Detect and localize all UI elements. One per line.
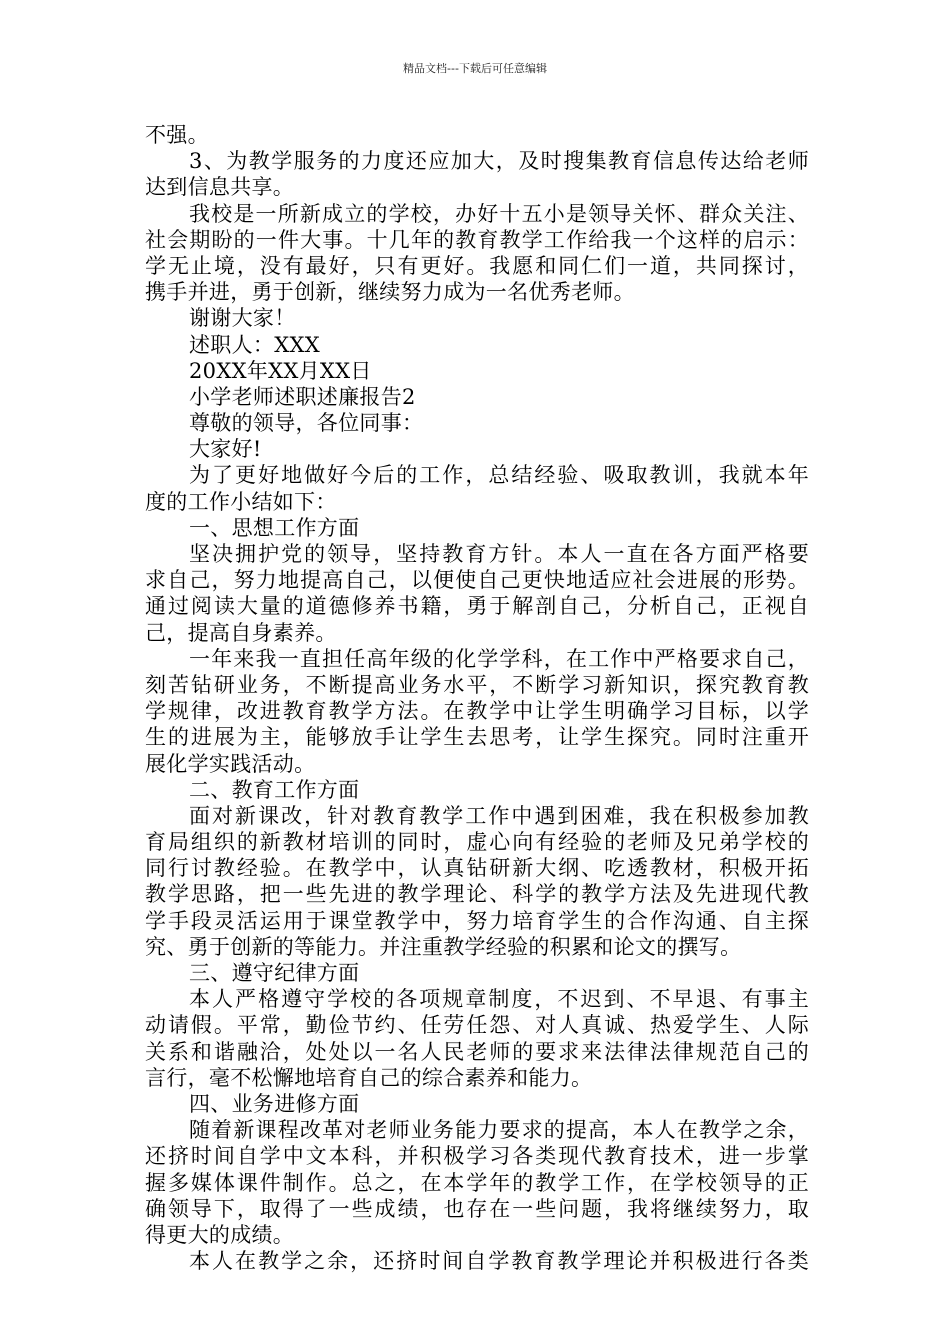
text-line: 本人严格遵守学校的各项规章制度，不迟到、不早退、有事主 [189,987,809,1012]
text-line: 一年来我一直担任高年级的化学学科，在工作中严格要求自己， [189,646,809,671]
text-line: 20XX年XX月XX日 [189,358,372,383]
text-line: 我校是一所新成立的学校，办好十五小是领导关怀、群众关注、 [189,201,809,226]
text-line: 究、勇于创新的等能力。并注重教学经验的积累和论文的撰写。 [145,934,742,959]
text-line: 小学老师述职述廉报告2 [189,384,416,409]
text-line: 为了更好地做好今后的工作，总结经验、吸取教训，我就本年 [189,463,809,488]
text-line: 三、遵守纪律方面 [189,961,360,985]
text-line: 展化学实践活动。 [145,751,316,776]
text-line: 不强。 [145,123,209,147]
text-line: 动请假。平常，勤俭节约、任劳任怨、对人真诚、热爱学生、人际 [145,1013,809,1038]
text-line: 言行，毫不松懈地培育自己的综合素养和能力。 [145,1065,593,1090]
text-line: 面对新课改，针对教育教学工作中遇到困难，我在积极参加教 [189,803,809,828]
text-line: 随着新课程改革对老师业务能力要求的提高，本人在教学之余， [189,1118,809,1143]
text-line: 同行讨教经验。在教学中，认真钻研新大纲、吃透教材，积极开拓 [145,856,809,881]
text-line: 学无止境，没有最好，只有更好。我愿和同仁们一道，共同探讨， [145,253,809,278]
text-line: 刻苦钻研业务，不断提高业务水平，不断学习新知识，探究教育教 [145,672,809,697]
text-line: 己，提高自身素养。 [145,620,337,645]
text-line: 尊敬的领导，各位同事： [189,411,424,436]
text-line: 大家好! [189,437,262,462]
text-line: 坚决拥护党的领导，坚持教育方针。本人一直在各方面严格要 [189,542,809,566]
text-line: 一、思想工作方面 [189,515,360,540]
text-line: 述职人：XXX [189,332,320,357]
page-header: 精品文档---下载后可任意编辑 [403,62,547,75]
text-line: 得更大的成绩。 [145,1222,295,1247]
document-body [145,122,809,1274]
text-line: 确领导下，取得了一些成绩，也存在一些问题，我将继续努力，取 [145,1196,809,1221]
text-line: 教学思路，把一些先进的教学理论、科学的教学方法及先进现代教 [145,882,809,907]
text-line: 关系和谐融洽，处处以一名人民老师的要求来法律法律规范自己的 [145,1039,809,1064]
text-line: 还挤时间自学中文本科，并积极学习各类现代教育技术，进一步掌 [145,1144,809,1169]
text-line: 3、为教学服务的力度还应加大，及时搜集教育信息传达给老师 [189,149,809,174]
text-line: 谢谢大家！ [189,306,296,331]
text-line: 四、业务进修方面 [189,1091,360,1116]
text-line: 学规律，改进教育教学方法。在教学中让学生明确学习目标，以学 [145,699,809,724]
text-line: 社会期盼的一件大事。十几年的教育教学工作给我一个这样的启示： [145,227,809,252]
text-line: 学手段灵活运用于课堂教学中，努力培育学生的合作沟通、自主探 [145,908,809,933]
text-line: 育局组织的新教材培训的同时，虚心向有经验的老师及兄弟学校的 [145,830,809,855]
text-line: 求自己，努力地提高自己，以便使自己更快地适应社会进展的形势。 [145,568,809,593]
text-line: 通过阅读大量的道德修养书籍，勇于解剖自己，分析自己，正视自 [145,594,809,619]
text-line: 握多媒体课件制作。总之，在本学年的教学工作，在学校领导的正 [145,1170,809,1195]
text-line: 达到信息共享。 [145,175,295,200]
text-line: 携手并进，勇于创新，继续努力成为一名优秀老师。 [145,280,635,305]
text-line: 本人在教学之余，还挤时间自学教育教学理论并积极进行各类 [189,1249,809,1274]
text-line: 生的进展为主，能够放手让学生去思考，让学生探究。同时注重开 [145,725,809,750]
text-line: 度的工作小结如下： [145,489,337,514]
text-line: 二、教育工作方面 [189,777,360,802]
